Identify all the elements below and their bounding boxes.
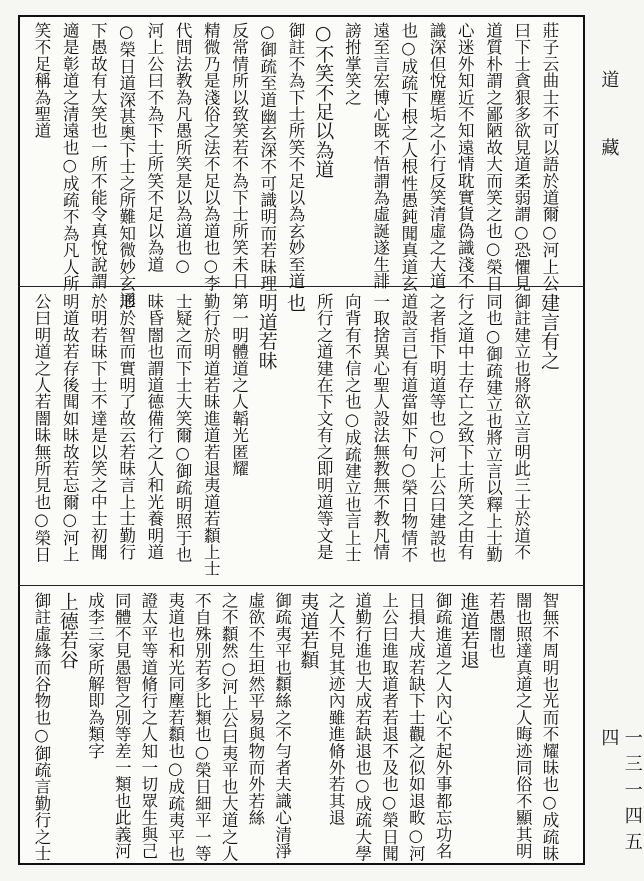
commentary-column: 證太平等道脩行之人知一切眾生與己 [138,592,158,860]
commentary-column: 明道故若存後聞如昧故若忘爾○河上 [60,293,80,563]
commentary-column: 不自殊別若多比類也○榮日細平一等 [192,592,212,862]
commentary-column: 代問法教為凡愚所笑是以為道也○ [173,22,193,275]
book-title: 道 藏 [598,70,620,172]
commentary-column: 下愚故有大笑也一所不能令真悅說謂 [88,22,108,290]
commentary-column: ○御疏至道幽玄深不可識明而若昧理 [257,22,277,292]
commentary-column: 向背有不信之也○成疏建立也言上士 [342,293,362,563]
commentary-column: 道質朴謂之鄙陋故大而笑之也○榮日 [483,22,503,292]
commentary-column: 謗拊掌笑之 [342,22,362,106]
commentary-column: 勤行於明道若昧進道若退夷道若纇上士 [201,293,221,577]
section-divider-2 [18,585,585,586]
commentary-column: 夷道也和光同塵若纇也○成疏夷平也 [165,592,185,862]
commentary-column: 之人不見其迹內雖進脩外若其退 [326,592,346,826]
commentary-column: 行之道中士存亡之致下士所笑之由有 [455,293,475,561]
commentary-column: 遠至言宏博心既不悟謂為虛誕遂生誹 [370,22,390,290]
commentary-column: 御註不為下士所笑不足以為玄妙至道 [286,22,305,290]
commentary-column: 昧昏闇也謂道德備行之人和光養明道 [144,293,164,561]
commentary-column: 同體不見愚智之別等差一類也此義河 [112,592,132,860]
commentary-column: 成李三家所解即為類字 [85,592,105,759]
commentary-column: ○榮日道深甚奧下士之所難知微妙玄通 [116,22,136,309]
scripture-line: 也 [284,293,306,313]
commentary-column: 虛欲不生坦然平易與物而外若絲 [245,592,265,826]
commentary-column: 之者指下明道等也○河上公曰建設也 [427,293,447,563]
commentary-column: 曰下士貪狠多欲見道柔弱謂○恐懼見 [511,22,531,292]
scripture-line: 夷道若纇 [297,592,320,669]
commentary-column: 同也○御疏建立也將立言以釋上士勤 [483,293,503,563]
commentary-column: 第一明體道之人韜光匿耀 [229,293,249,477]
commentary-column: 若愚闇也 [486,592,506,659]
commentary-column: 形於智而實明了故云若昧言上士勤行 [116,293,136,561]
scripture-line: ○不笑不足以為道 [312,22,335,179]
scripture-line: 上德若谷 [56,592,79,669]
page-number: 一三一四五四 [598,728,643,858]
commentary-column: 御註虛緣而谷物也○御疏言勤行之士 [32,592,51,862]
commentary-column: 識深但悅塵垢之小行反笑清虛之大道 [427,22,447,290]
commentary-column: 河上公曰不為下士所笑不足以為道 [144,22,164,273]
commentary-column: 所行之道建在下文有之即明道等文是 [314,293,334,561]
commentary-column: 公曰明道之人若闇昧無所見也○榮日 [32,293,51,563]
commentary-column: 笑不足稱為聖道 [32,22,51,139]
commentary-column: 日損大成若缺下士觀之似如退畋○河 [406,592,426,862]
commentary-column: 御註建立也將欲立言明此三士於道不 [511,293,531,561]
commentary-column: 闇也照達真道之人晦迹同俗不顯其明 [513,592,533,860]
commentary-column: 御疏夷平也纇絲之不勻者夫識心清淨 [272,592,292,860]
scripture-line: 明道若昧 [255,293,278,370]
commentary-column: 道勤行進也大成若缺退也○成疏大學 [352,592,372,862]
commentary-column: 道設言已有道當如下句○榮日物情不 [398,293,418,563]
scripture-line: 建言有之 [538,293,560,370]
commentary-column: 於明若昧下士不達是以笑之中士初聞 [88,293,108,561]
commentary-column: 一取捨異心聖人設法無教無不教凡情 [370,293,390,561]
commentary-column: 上公曰進取道者若退不及也○榮日聞 [379,592,399,862]
commentary-column: 反常情所以致笑若不為下士所笑未日 [229,22,249,290]
commentary-column: 莊子云曲士不可以語於道爾○河上公 [540,22,559,292]
commentary-column: 智無不周明也光而不耀昧也○成疏昧 [540,592,559,862]
commentary-column: 之不纇然○河上公曰夷平也大道之人 [219,592,239,862]
commentary-column: 士疑之而下士大笑爾○御疏明照于也 [173,293,193,563]
commentary-column: 適是彰道之清遠也○成疏不為凡人所 [60,22,80,292]
commentary-column: 御疏進道之人內心不起外事都忘功名 [433,592,453,860]
commentary-column: 精微乃是淺俗之法不足以為道也○李 [201,22,221,292]
commentary-column: 心迷外知近不知遠情耽實貨偽識淺不 [455,22,475,290]
scripture-line: 進道若退 [457,592,480,669]
commentary-column: 也○成疏下根之人根性愚鈍聞真道玄 [398,22,418,292]
